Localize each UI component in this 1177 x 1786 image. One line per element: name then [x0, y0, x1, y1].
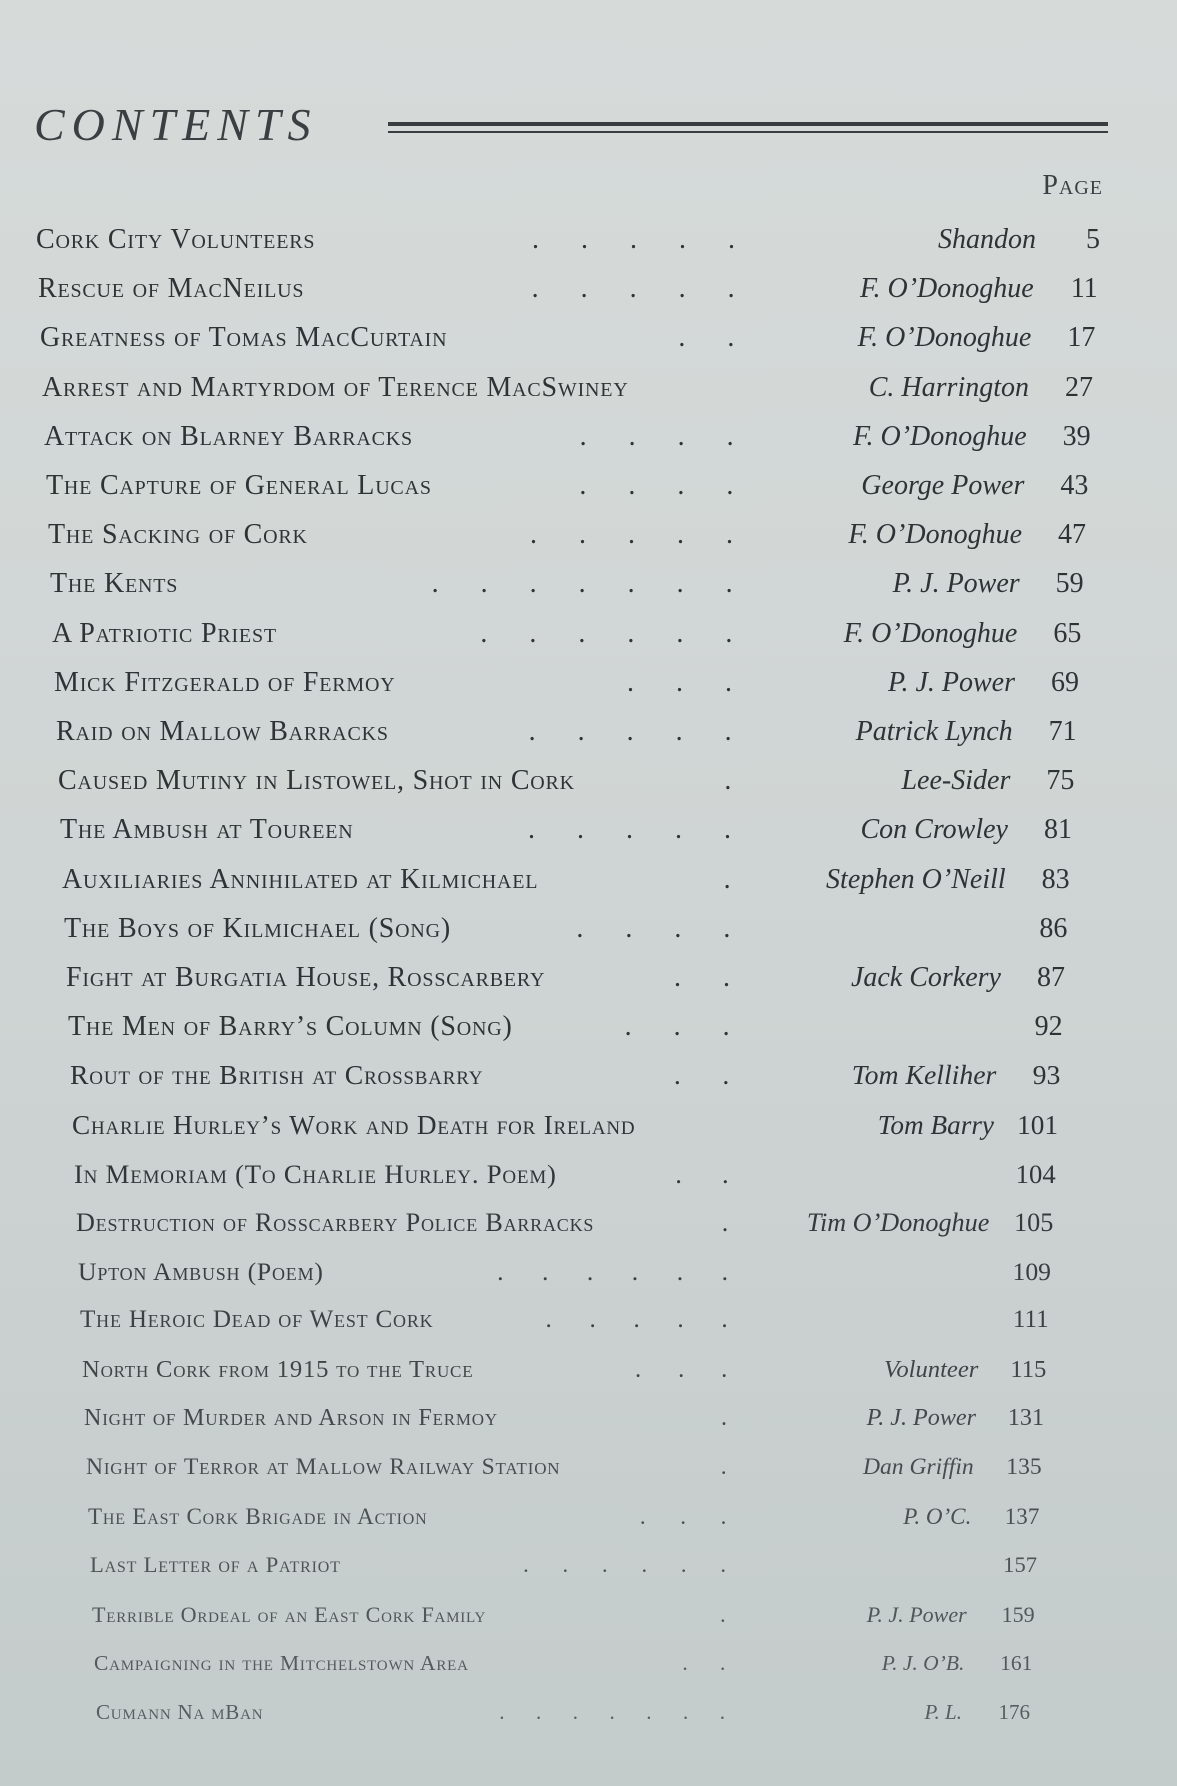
entry-page-number: 137 — [1004, 1503, 1040, 1530]
contents-entry — [0, 1060, 1177, 1100]
entry-author: F. O’Donoghue — [857, 322, 1032, 354]
entry-page-number: 86 — [1039, 912, 1068, 944]
entry-author: F. O’Donoghue — [843, 617, 1018, 649]
entry-page-number: 161 — [1000, 1650, 1033, 1675]
contents-entry — [0, 372, 1177, 412]
contents-entry — [0, 519, 1177, 559]
entry-leader-dots: . — [720, 1601, 726, 1627]
contents-entry — [0, 1552, 1177, 1592]
entry-leader-dots: . . . . . — [531, 273, 735, 305]
contents-entry — [0, 1208, 1177, 1248]
contents-entry — [0, 273, 1177, 313]
entry-page-number: 17 — [1067, 322, 1096, 354]
contents-entry — [0, 1651, 1177, 1691]
entry-author: Tim O’Donoghue — [806, 1208, 990, 1237]
contents-entry — [0, 1306, 1177, 1346]
contents-entry — [0, 913, 1177, 953]
entry-author: P. J. Power — [866, 1404, 976, 1431]
page-column-label: Page — [1042, 170, 1103, 201]
entry-leader-dots: . . . — [639, 1503, 727, 1530]
entry-author: Volunteer — [884, 1355, 979, 1383]
entry-title: Caused Mutiny in Listowel, Shot in Cork — [58, 765, 575, 797]
entry-title: Fight at Burgatia House, Rosscarbery — [66, 962, 546, 993]
contents-entry — [0, 1405, 1177, 1445]
entry-leader-dots: . . . . . — [528, 814, 731, 846]
contents-entry — [0, 765, 1177, 805]
contents-entry — [0, 667, 1177, 707]
entry-author: F. O’Donoghue — [859, 273, 1034, 305]
entry-leader-dots: . . — [673, 1060, 730, 1092]
entry-title: The Capture of General Lucas — [46, 470, 432, 501]
entry-author: P. J. Power — [866, 1601, 967, 1627]
entry-title: The Heroic Dead of West Cork — [80, 1306, 434, 1334]
entry-leader-dots: . . . . . . . — [431, 568, 733, 600]
entry-page-number: 111 — [1012, 1306, 1049, 1334]
entry-leader-dots: . — [723, 863, 731, 895]
entry-leader-dots: . . — [675, 1158, 729, 1189]
entry-author: P. J. Power — [887, 666, 1015, 698]
entry-author: C. Harrington — [868, 371, 1029, 403]
contents-entry — [0, 224, 1177, 264]
entry-page-number: 157 — [1003, 1552, 1037, 1578]
entry-title: A Patriotic Priest — [52, 617, 277, 649]
contents-entry — [0, 1257, 1177, 1297]
entry-title: Attack on Blarney Barracks — [44, 420, 413, 452]
entry-leader-dots: . . . . . — [530, 519, 733, 551]
entry-title: The Kents — [50, 568, 179, 600]
entry-title: The Boys of Kilmichael (Song) — [64, 912, 451, 944]
entry-page-number: 83 — [1041, 863, 1070, 895]
entry-page-number: 135 — [1006, 1454, 1042, 1480]
contents-entry — [0, 1503, 1177, 1543]
entry-leader-dots: . — [720, 1404, 727, 1431]
entry-leader-dots: . . . — [624, 1011, 730, 1043]
entry-author: George Power — [861, 470, 1025, 501]
entry-title: Cumann Na mBan — [96, 1700, 264, 1724]
entry-leader-dots: . . . . . — [545, 1306, 728, 1334]
entry-leader-dots: . . . — [627, 666, 732, 698]
entry-author: F. O’Donoghue — [848, 519, 1022, 551]
contents-entry — [0, 1356, 1177, 1396]
entry-page-number: 47 — [1058, 519, 1086, 551]
entry-page-number: 92 — [1034, 1011, 1063, 1043]
entry-leader-dots: . — [721, 1208, 729, 1237]
entry-title: Cork City Volunteers — [36, 224, 316, 255]
entry-title: Arrest and Martyrdom of Terence MacSwiney — [42, 371, 629, 403]
entry-title: Destruction of Rosscarbery Police Barracks — [76, 1208, 595, 1237]
entry-author: Shandon — [938, 224, 1036, 255]
entry-author: Stephen O’Neill — [826, 863, 1006, 895]
entry-leader-dots: . — [720, 1454, 727, 1480]
entry-leader-dots: . — [724, 765, 732, 797]
contents-entry — [0, 1700, 1177, 1740]
entry-title: Raid on Mallow Barracks — [56, 716, 389, 747]
entry-leader-dots: . . . . . . — [523, 1552, 726, 1578]
contents-entry — [0, 1011, 1177, 1051]
entry-leader-dots: . . — [674, 962, 730, 993]
entry-title: Greatness of Tomas MacCurtain — [40, 322, 448, 354]
entry-author: Tom Barry — [877, 1109, 994, 1140]
contents-entry — [0, 1454, 1177, 1494]
entry-title: Auxiliaries Annihilated at Kilmichael — [62, 863, 539, 895]
entry-leader-dots: . . . . . — [528, 716, 732, 747]
contents-entry — [0, 962, 1177, 1002]
entry-page-number: 159 — [1001, 1601, 1035, 1627]
entry-page-number: 71 — [1048, 716, 1077, 747]
entry-title: The East Cork Brigade in Action — [88, 1503, 428, 1530]
entry-title: Terrible Ordeal of an East Cork Family — [92, 1601, 487, 1627]
entry-title: Night of Terror at Mallow Railway Station — [86, 1454, 561, 1480]
contents-entry — [0, 1602, 1177, 1642]
entry-page-number: 5 — [1086, 224, 1100, 255]
entry-title: Upton Ambush (Poem) — [78, 1257, 324, 1287]
contents-entry — [0, 814, 1177, 854]
entry-title: The Men of Barry’s Column (Song) — [68, 1011, 513, 1043]
entry-leader-dots: . . . . . . — [497, 1257, 728, 1287]
entry-author: P. J. O’B. — [881, 1650, 965, 1675]
entry-author: Patrick Lynch — [855, 716, 1013, 747]
entry-author: F. O’Donoghue — [852, 420, 1027, 452]
contents-entry — [0, 716, 1177, 756]
entry-page-number: 93 — [1032, 1060, 1061, 1092]
contents-entry — [0, 1110, 1177, 1150]
contents-entry — [0, 1159, 1177, 1199]
contents-entry — [0, 864, 1177, 904]
entry-page-number: 75 — [1046, 765, 1075, 797]
entry-title: Campaigning in the Mitchelstown Area — [94, 1650, 469, 1675]
entry-title: Night of Murder and Arson in Fermoy — [84, 1404, 498, 1431]
entry-page-number: 11 — [1070, 273, 1098, 305]
entry-page-number: 87 — [1037, 962, 1065, 993]
entry-page-number: 65 — [1053, 617, 1082, 649]
entry-page-number: 176 — [998, 1700, 1030, 1724]
entry-title: Rout of the British at Crossbarry — [70, 1060, 484, 1092]
entry-leader-dots: . . . . . . — [480, 617, 733, 649]
entry-author: P. L. — [924, 1700, 962, 1724]
entry-page-number: 69 — [1051, 666, 1079, 698]
entry-page-number: 109 — [1012, 1257, 1051, 1287]
entry-author: P. J. Power — [892, 568, 1020, 600]
contents-entry — [0, 568, 1177, 608]
entry-title: The Ambush at Toureen — [60, 814, 354, 846]
contents-entry — [0, 618, 1177, 658]
entry-author: Tom Kelliher — [851, 1060, 997, 1092]
entry-leader-dots: . . . — [635, 1355, 728, 1383]
entry-page-number: 59 — [1055, 568, 1084, 600]
entry-leader-dots: . . . . — [579, 470, 734, 501]
entry-title: Charlie Hurley’s Work and Death for Ireland — [72, 1109, 636, 1140]
entry-leader-dots: . . — [682, 1650, 726, 1675]
contents-entry — [0, 421, 1177, 461]
contents-entry — [0, 470, 1177, 510]
entry-author: Lee-Sider — [901, 765, 1011, 797]
entry-leader-dots: . . . . . . . — [499, 1700, 725, 1724]
entry-leader-dots: . . . . . — [532, 224, 735, 255]
entry-page-number: 104 — [1015, 1158, 1056, 1189]
contents-heading: CONTENTS — [34, 99, 318, 150]
entry-title: North Cork from 1915 to the Truce — [82, 1355, 474, 1383]
entry-page-number: 105 — [1014, 1208, 1054, 1237]
entry-title: The Sacking of Cork — [48, 519, 308, 551]
entry-author: Con Crowley — [860, 814, 1008, 846]
entry-page-number: 43 — [1060, 470, 1089, 501]
entry-title: Last Letter of a Patriot — [90, 1552, 341, 1578]
entry-page-number: 131 — [1007, 1404, 1044, 1431]
contents-entry — [0, 322, 1177, 362]
entry-page-number: 39 — [1062, 420, 1091, 452]
entry-leader-dots: . . . . — [576, 912, 731, 944]
entry-author: Dan Griffin — [862, 1454, 974, 1480]
entry-page-number: 27 — [1065, 371, 1093, 403]
entry-title: Mick Fitzgerald of Fermoy — [54, 666, 396, 698]
entry-author: Jack Corkery — [850, 962, 1001, 993]
entry-author: P. O’C. — [903, 1503, 972, 1530]
entry-leader-dots: . . — [678, 322, 735, 354]
entry-leader-dots: . . . . — [579, 420, 734, 452]
entry-title: In Memoriam (To Charlie Hurley. Poem) — [74, 1158, 557, 1189]
entry-page-number: 81 — [1044, 814, 1072, 846]
entry-page-number: 101 — [1017, 1109, 1058, 1140]
entry-page-number: 115 — [1010, 1355, 1047, 1383]
entry-title: Rescue of MacNeilus — [38, 273, 305, 305]
